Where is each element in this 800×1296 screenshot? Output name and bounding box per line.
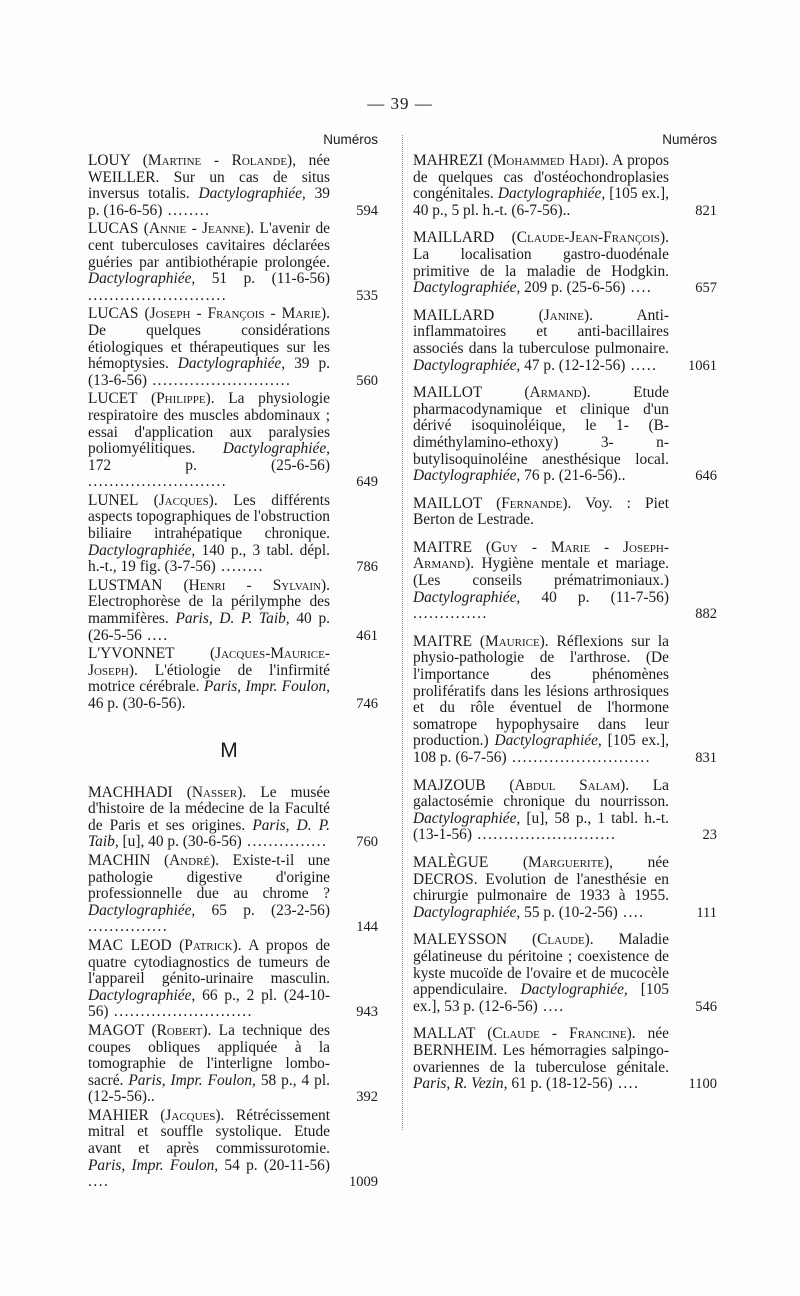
entry-number: 646 [695, 468, 717, 485]
column-header: Numéros [323, 132, 378, 147]
author-name: MAC LEOD (Patrick) [88, 936, 238, 954]
bibliography-entry [88, 645, 378, 712]
entry-details: 66 p., 2 pl. (24-10-56) [88, 986, 330, 1021]
author-name: LOUY (Martine - Rolande) [88, 152, 293, 169]
entry-title: . La technique des coupes obliques appliquée à la tomographie de l'interligne lombo-sacré. [88, 1021, 331, 1089]
author-name: MACHIN (André) [88, 851, 216, 869]
publisher-info: Dactylographiée, [497, 185, 606, 203]
entry-title: . Maladie gélatineuse du péritoine ; coexistence de kyste mucoïde de l'ovaire et de mucocèle appendiculaire. [413, 931, 670, 999]
author-name: MAHREZI (Mohammed Hadi) [413, 152, 605, 169]
entry-number: 831 [695, 750, 717, 766]
author-name: MAILLOT (Fernande) [413, 494, 568, 512]
entry-details: 172 p. (25-6-56) [88, 456, 330, 474]
column-header: Numéros [662, 132, 717, 147]
entry-number: 535 [356, 287, 378, 304]
bibliography-entry [88, 390, 378, 491]
entry-details: 39 p. (13-6-56) [88, 355, 330, 389]
entry-number: 1009 [349, 1174, 378, 1191]
publisher-info: Dactylographiée, [177, 355, 286, 373]
author-name: MAITRE (Maurice) [413, 632, 545, 650]
entry-number: 560 [356, 372, 378, 389]
author-name: MALÈGUE (Marguerite) [413, 853, 610, 871]
entry-title: . Rétrécissement mitral et souffle systolique. Etude avant et après commissurotomie. [88, 1106, 330, 1158]
leader-dots: .......................... [88, 473, 228, 491]
entry-title: , née DECROS. Evolution de l'anesthésie en chirurgie pulmonaire de 1933 à 1955. [413, 853, 669, 905]
column-divider [402, 135, 403, 1130]
bibliography-entry [413, 384, 717, 485]
entry-number: 461 [356, 627, 378, 644]
author-name: LUCAS (Joseph - François - Marie) [88, 305, 327, 323]
entry-number: 144 [356, 919, 378, 936]
entry-details: 40 p. (26-5-56 [88, 610, 330, 644]
entry-number: 594 [356, 202, 378, 219]
leader-dots: ............... [88, 918, 169, 936]
entry-details: 140 p., 3 tabl. dépl. h.-t., 19 fig. (3-7-56) [88, 541, 330, 576]
entry-title: . Le musée d'histoire de la médecine de la Faculté de Paris et ses origines. [88, 783, 330, 834]
entry-details: [105 ex.], 53 p. (12-6-56) [413, 981, 669, 1015]
leader-dots: .... [141, 626, 169, 644]
entry-title: . De quelques considérations étiologiques et thérapeutiques sur les hémoptysies. [88, 305, 330, 373]
entry-list [88, 152, 378, 713]
entry-number: 786 [356, 559, 378, 576]
entry-title: . Hygiène mentale et mariage. (Les conseils prématrimoniaux.) [413, 555, 669, 590]
publisher-info: Paris, D. P. Taib, [175, 610, 290, 628]
entry-number: 546 [695, 998, 717, 1015]
leader-dots: .... [625, 279, 653, 297]
entry-number: 392 [356, 1089, 378, 1106]
page-number: — 39 — [367, 94, 433, 113]
entry-number: 882 [695, 606, 717, 623]
publisher-info: Dactylographiée, [413, 279, 521, 297]
entry-title: . Etude pharmacodynamique et clinique d'un dérivé isoquinoléique, le 1- (B-diméthylamino-ethoxy) 3- n- butylisoquinoléine anesthésique local. [413, 384, 669, 468]
leader-dots: ........ [215, 558, 264, 576]
author-name: L'YVONNET (Jacques-Maurice-Joseph) [88, 645, 330, 679]
entry-details: 76 p. (21-6-56).. [520, 467, 626, 485]
publisher-info: Dactylographiée, [413, 903, 521, 921]
author-name: LUNEL (Jacques) [88, 491, 214, 509]
entry-details: 51 p. (11-6-56) [195, 270, 330, 288]
author-name: LUCET (Philippe) [88, 390, 211, 408]
publisher-info: Dactylographiée, [88, 986, 196, 1004]
author-name: MALLAT (Claude - Francine) [413, 1025, 632, 1043]
author-name: MAILLARD (Claude-Jean-François) [413, 229, 666, 247]
bibliography-entry [88, 1106, 378, 1191]
entry-title: . La galactosémie chronique du nourrisson. [413, 776, 670, 811]
bibliography-entry [413, 538, 717, 623]
bibliography-entry [88, 152, 378, 219]
author-name: MAITRE (Guy - Marie - Joseph-Armand) [413, 538, 669, 573]
author-name: LUSTMAN (Henri - Sylvain) [88, 576, 327, 594]
leader-dots: .......................... [88, 286, 228, 304]
entry-list [413, 152, 717, 1093]
entry-details: 61 p. (18-12-56) [507, 1075, 613, 1093]
entry-number: 23 [702, 827, 717, 844]
bibliography-entry [88, 491, 378, 576]
right-column [413, 132, 717, 1104]
bibliography-entry [413, 306, 717, 374]
entry-title: . Existe-t-il une pathologie digestive d'origine professionnelle due au chrome ? [88, 851, 330, 903]
bibliography-entry [88, 936, 378, 1021]
publisher-info: Dactylographiée, [198, 185, 306, 203]
bibliography-entry [413, 776, 717, 844]
entry-details: 40 p. (11-7-56) [520, 588, 669, 606]
publisher-info: Dactylographiée, [88, 270, 196, 288]
publisher-info: Dactylographiée, [413, 467, 521, 485]
leader-dots: ............... [241, 833, 328, 851]
entry-details: 55 p. (10-2-56) [520, 903, 618, 921]
bibliography-entry [413, 931, 717, 1015]
leader-dots: ..... [625, 356, 658, 374]
entry-details: 58 p., 4 pl. (12-5-56).. [88, 1071, 330, 1106]
entry-title: . Electrophorèse de la périlymphe des mammifères. [88, 576, 330, 628]
entry-details: [u], 58 p., 1 tabl. h.-t. (13-1-56) [413, 809, 669, 844]
entry-number: 821 [695, 202, 717, 219]
bibliography-entry [88, 1021, 378, 1106]
leader-dots: .... [88, 1173, 110, 1191]
bibliography-entry [413, 496, 709, 529]
entry-details: [105 ex.], 40 p., 5 pl. h.-t. (6-7-56).. [413, 185, 669, 219]
bibliography-entry [88, 576, 378, 644]
entry-number: 746 [356, 696, 378, 712]
entry-title: . La localisation gastro-duodénale primitive de la maladie de Hodgkin. [413, 229, 669, 280]
entry-details: 54 p. (20-11-56) [218, 1156, 330, 1174]
author-name: MAHIER (Jacques) [88, 1106, 221, 1124]
author-name: MAILLARD (Janine) [413, 306, 590, 324]
section-letter: M [220, 738, 238, 762]
publisher-info: Dactylographiée, [520, 981, 628, 999]
bibliography-entry [413, 1025, 717, 1093]
bibliography-entry [88, 851, 378, 936]
leader-dots: .... [537, 997, 565, 1015]
entry-title: , née WEILLER. Sur un cas de situs inversus totalis. [88, 152, 330, 203]
author-name: MALEYSSON (Claude) [413, 931, 590, 949]
publisher-info: Dactylographiée, [494, 732, 602, 750]
publisher-info: Dactylographiée, [88, 541, 196, 559]
bibliography-entry [88, 220, 378, 304]
leader-dots: .......................... [506, 749, 651, 766]
entry-details: 209 p. (25-6-56) [520, 279, 626, 297]
entry-details: [u], 40 p. (30-6-56) [118, 833, 242, 851]
leader-dots: .......................... [471, 826, 617, 844]
entry-details: [105 ex.], 108 p. (6-7-56) [413, 732, 669, 766]
entry-title: . A propos de quatre cytodiagnostics de tumeurs de l'appareil génito-urinaire masculin. [88, 936, 330, 988]
entry-number: 649 [356, 474, 378, 491]
author-name: MAILLOT (Armand) [413, 384, 587, 402]
entry-number: 760 [356, 834, 378, 851]
entry-title: . Anti-inflammatoires et anti-bacillaires associés dans la tuberculose pulmonaire. [413, 306, 669, 357]
entry-title: . Réflexions sur la physio-pathologie de l'arthrose. (De l'importance des phénomènes prolifératifs dans les lésions arthrosiques et du rôle éventuel de l'hormone somatrope hypophysaire dans leur production.) [413, 632, 669, 750]
leader-dots: ........ [162, 201, 211, 219]
entry-details: 46 p. (30-6-56). [88, 695, 186, 712]
publisher-info: Paris, R. Vezin, [413, 1075, 508, 1093]
entry-title: . Les différents aspects topographiques de l'obstruction biliaire intrahépatique chronique. [88, 491, 330, 543]
leader-dots: .... [617, 903, 645, 921]
entry-title: . L'étiologie de l'infirmité motrice cérébrale. [88, 661, 330, 696]
bibliography-entry [413, 229, 717, 297]
publisher-info: Dactylographiée, [88, 901, 196, 919]
entry-details: 47 p. (12-12-56) [520, 356, 626, 374]
entry-number: 1100 [688, 1076, 717, 1093]
entry-title: . L'avenir de cent tuberculoses cavitaires déclarées guéries par antibiothérapie prolongée. [88, 220, 330, 271]
bibliography-entry [413, 632, 717, 767]
entry-title: . A propos de quelques cas d'ostéochondroplasies congénitales. [413, 152, 669, 203]
entry-list [88, 783, 378, 1191]
leader-dots: .......................... [146, 371, 292, 389]
author-name: MAGOT (Robert) [88, 1021, 208, 1039]
publisher-info: Paris, Impr. Foulon, [88, 1156, 219, 1174]
publisher-info: Paris, Impr. Foulon, [128, 1071, 256, 1089]
publisher-info: Dactylographiée, [222, 440, 330, 458]
entry-number: 1061 [688, 357, 717, 374]
leader-dots: .............. [413, 605, 488, 623]
entry-title: . Voy. : [567, 494, 646, 512]
publisher-info: Dactylographiée, [413, 809, 521, 827]
publisher-info: Dactylographiée, [413, 588, 521, 606]
entry-details: Piet Berton de Lestrade. [413, 494, 669, 529]
entry-details: 65 p. (23-2-56) [195, 901, 330, 919]
publisher-info: Paris, D. P. Taib, [88, 816, 330, 851]
bibliography-entry [88, 305, 378, 389]
entry-details: 39 p. (16-6-56) [88, 185, 330, 219]
bibliography-entry [413, 853, 717, 921]
author-name: MAJZOUB (Abdul Salam) [413, 776, 626, 794]
publisher-info: Dactylographiée, [413, 356, 521, 374]
entry-number: 111 [696, 904, 717, 921]
author-name: MACHHADI (Nasser) [88, 783, 243, 801]
bibliography-entry [88, 783, 378, 851]
entry-title: . née BERNHEIM. Les hémorragies salpingo-ovariennes de la tuberculose génitale. [413, 1025, 669, 1076]
entry-number: 943 [356, 1004, 378, 1021]
entry-number: 657 [695, 280, 717, 297]
left-column [88, 132, 378, 1193]
author-name: LUCAS (Annie - Jeanne) [88, 220, 251, 238]
publisher-info: Paris, Impr. Foulon, [203, 678, 330, 696]
entry-title: . La physiologie respiratoire des muscles abdominaux ; essai d'application aux paralysies poliomyélitiques. [88, 390, 330, 458]
leader-dots: .... [612, 1075, 640, 1093]
bibliography-entry [413, 152, 717, 219]
leader-dots: .......................... [108, 1003, 253, 1021]
